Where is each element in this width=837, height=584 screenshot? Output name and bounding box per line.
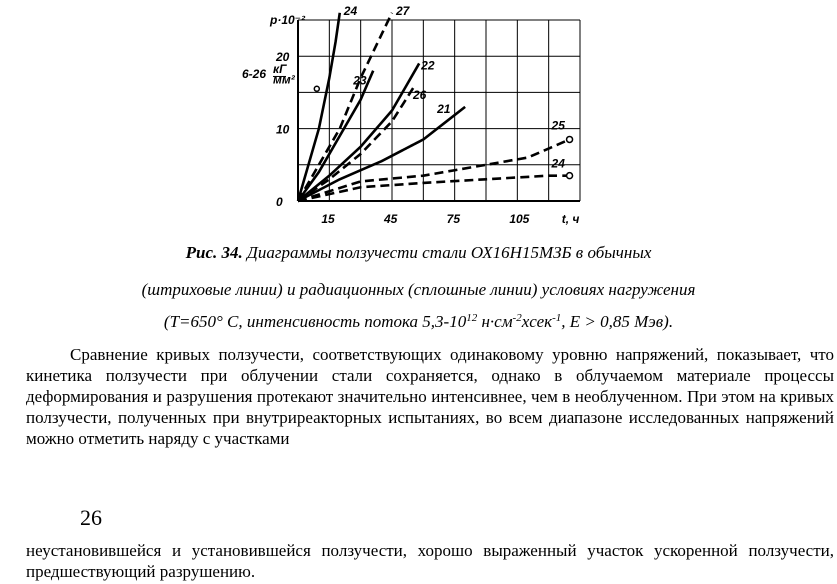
caption-conditions-c: xсек bbox=[521, 312, 553, 331]
x-tick-label: 45 bbox=[384, 212, 398, 226]
y-axis-label: p·10⁻² bbox=[270, 13, 306, 27]
page-number: 26 bbox=[80, 505, 102, 530]
caption-sup-1: 12 bbox=[466, 312, 478, 324]
curve-label: 27 bbox=[396, 6, 410, 18]
figure-caption-line-1 bbox=[0, 243, 837, 263]
caption-sup-3: -1 bbox=[552, 312, 562, 324]
x-tick-label: 75 bbox=[446, 212, 461, 226]
figure-caption-line-3 bbox=[0, 312, 837, 332]
x-tick-label: 105 bbox=[509, 212, 530, 226]
x-tick-label: 15 bbox=[321, 212, 335, 226]
caption-conditions-b: н·см bbox=[477, 312, 513, 331]
continuation-paragraph: неустановившейся и установившейся ползучести, хорошо выраженный участок ускоренной ползучести, предшествующий разрушению. bbox=[26, 541, 834, 581]
x-axis-label: t, ч bbox=[561, 212, 580, 226]
figure-caption-title: Диаграммы ползучести стали ОХ16Н15МЗБ в обычных bbox=[242, 243, 652, 262]
rupture-marker bbox=[567, 136, 573, 142]
curve-label: 23 bbox=[353, 73, 367, 88]
rupture-marker bbox=[567, 173, 573, 179]
curve-label: 22 bbox=[421, 58, 435, 73]
stress-unit-numerator: кГ bbox=[273, 61, 287, 76]
curve-label: 26 bbox=[412, 88, 427, 103]
figure-caption-line-2: (штриховые линии) и радиационных (сплошные линии) условиях нагружения bbox=[141, 280, 696, 299]
figure-number: Рис. 34. bbox=[185, 243, 243, 262]
curve-label: 25 bbox=[551, 118, 565, 133]
creep-curve-25 bbox=[298, 139, 570, 201]
creep-diagram-figure bbox=[240, 6, 620, 238]
stress-label: 6-26 bbox=[242, 66, 267, 81]
body-paragraph: Сравнение кривых ползучести, соответствующих одинаковому уровню напряжений, показывает, что кинетика ползучести при облучении стали сохраняется, однако в облучаемом материале процессы деформирования и разрушения протекают значительно интенсивнее, чем в необлученном. При этом на кривых ползучести, полученных при внутриреакторных испытаниях, во всем диапазоне исследованных напряжений можно отметить наряду с участками bbox=[26, 345, 834, 448]
y-tick-label: 10 bbox=[276, 122, 290, 137]
stress-marker bbox=[314, 86, 319, 91]
curve-label: 24 bbox=[551, 156, 565, 171]
stress-unit-denominator: мм² bbox=[273, 72, 295, 87]
caption-conditions-d: , E > 0,85 Мэв). bbox=[561, 312, 674, 331]
curve-label: 21 bbox=[437, 101, 451, 116]
creep-chart bbox=[240, 6, 620, 238]
curve-label: 24 bbox=[343, 6, 358, 18]
y-tick-label: 20 bbox=[276, 50, 290, 65]
y-tick-label: 0 bbox=[276, 195, 283, 209]
caption-conditions-a: (T=650° C, интенсивность потока 5,3-10 bbox=[163, 312, 467, 331]
creep-curve-27 bbox=[298, 13, 392, 201]
caption-sup-2: -2 bbox=[512, 312, 522, 324]
